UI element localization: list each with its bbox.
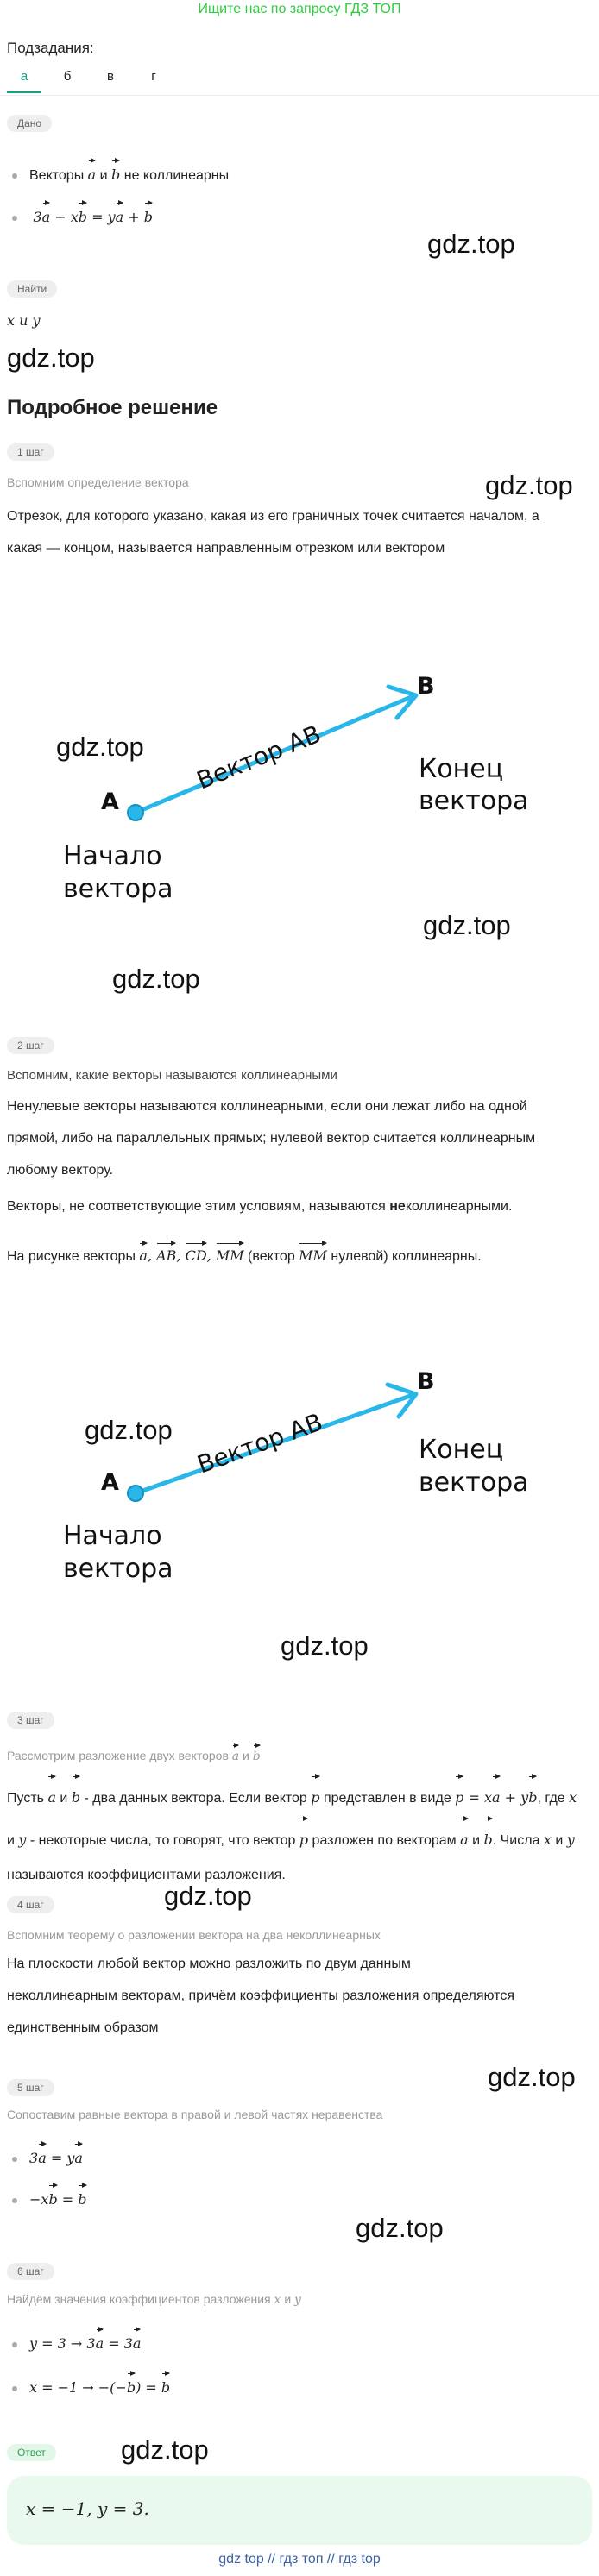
answer-box: [7, 2476, 592, 2545]
start-label-line-1: Начало: [63, 841, 162, 871]
point-b-label: B: [417, 673, 435, 700]
watermark: gdz.top: [164, 1881, 252, 1911]
step-4-label: 4 шаг: [7, 1896, 54, 1913]
subtasks-title: Подзадания:: [7, 40, 94, 56]
tab-g[interactable]: г: [151, 69, 156, 84]
step-6-item-2: x = −1 → −(−b) = b: [12, 2371, 170, 2399]
tabs-divider: [0, 95, 599, 96]
step-2-example: На рисунке векторы a, AB, CD, MM (вектор MM нулевой) коллинеарны.: [7, 1241, 482, 1265]
step-5-caption: Сопоставим равные вектора в правой и левой частях неравенства: [7, 2108, 383, 2121]
search-banner[interactable]: Ищите нас по запросу ГДЗ ТОП: [198, 2, 401, 16]
watermark: gdz.top: [85, 1415, 173, 1445]
find-label: Найти: [7, 280, 57, 298]
step-5-item-2: −xb = b: [12, 2183, 87, 2211]
watermark: gdz.top: [7, 342, 95, 373]
vector-start-point: [128, 1486, 143, 1501]
subtask-tabs: [7, 67, 180, 97]
watermark: gdz.top: [423, 910, 511, 940]
step-3-caption: Рассмотрим разложение двух векторов a и b: [7, 1743, 261, 1763]
step-5-item-1: 3a = ya: [12, 2141, 83, 2170]
tab-a[interactable]: а: [7, 67, 41, 93]
vector-name-label: Вектор AB: [192, 719, 325, 795]
watermark: gdz.top: [485, 470, 573, 500]
watermark: gdz.top: [427, 229, 515, 259]
step-5-label: 5 шаг: [7, 2079, 54, 2096]
tab-b[interactable]: б: [63, 69, 72, 84]
point-a-label: A: [101, 789, 119, 815]
step-1-text: Отрезок, для которого указано, какая из его граничных точек считается началом, а какая — концом, называется направленным отрезком или вектором: [7, 509, 539, 556]
vector-diagram: [0, 664, 599, 949]
solution-title: Подробное решение: [7, 396, 218, 419]
step-6-item-1: y = 3 → 3a = 3a: [12, 2327, 141, 2355]
start-label-line-1: Начало: [63, 1521, 162, 1551]
watermark: gdz.top: [56, 732, 144, 762]
vector-diagram: [0, 1363, 599, 1622]
watermark: gdz.top: [281, 1630, 369, 1661]
tab-v[interactable]: в: [107, 69, 114, 84]
answer-label: Ответ: [7, 2444, 56, 2461]
given-item-1: Векторы a и b не коллинеарны: [12, 158, 229, 186]
end-label-line-2: вектора: [419, 1467, 529, 1498]
point-a-label: A: [101, 1469, 119, 1496]
point-b-label: B: [417, 1368, 435, 1395]
watermark: gdz.top: [488, 2062, 576, 2092]
vector-name-label: Вектор AB: [193, 1407, 327, 1480]
start-label-line-2: вектора: [63, 874, 173, 904]
start-label-line-2: вектора: [63, 1554, 173, 1584]
find-text: x и y: [7, 312, 41, 329]
footer-links[interactable]: gdz top // гдз топ // гдз top: [218, 2552, 381, 2567]
end-label-line-2: вектора: [419, 786, 529, 816]
answer-label-wrap: [7, 2444, 56, 2461]
step-6-label: 6 шаг: [7, 2263, 54, 2280]
step-1-label: 1 шаг: [7, 443, 54, 461]
step-2-noncollinear: Векторы, не соответствующие этим условиям, называются неколлинеарными.: [7, 1199, 513, 1214]
step-4-text: На плоскости любой вектор можно разложить по двум данным неколлинеарным векторам, причём коэффициенты разложения определяются единственным образом: [7, 1957, 514, 2035]
step-2-label: 2 шаг: [7, 1037, 54, 1054]
watermark: gdz.top: [356, 2213, 444, 2243]
watermark: gdz.top: [121, 2435, 209, 2465]
end-label-line-1: Конец: [419, 754, 504, 784]
step-1-caption: Вспомним определение вектора: [7, 475, 189, 489]
step-6-caption: Найдём значения коэффициентов разложения x и y: [7, 2292, 301, 2307]
step-2-caption: Вспомним, какие векторы называются коллинеарными: [7, 1068, 337, 1083]
answer-text: x = −1, y = 3.: [26, 2498, 149, 2519]
given-item-2: 3a − xb = ya + b: [12, 200, 153, 229]
step-3-label: 3 шаг: [7, 1712, 54, 1729]
step-4-caption: Вспомним теорему о разложении вектора на два неколлинеарных: [7, 1928, 381, 1942]
given-label: Дано: [7, 115, 52, 132]
end-label-line-1: Конец: [419, 1435, 504, 1465]
watermark: gdz.top: [112, 964, 200, 994]
step-2-text: Ненулевые векторы называются коллинеарными, если они лежат либо на одной прямой, либо на параллельных прямых; нулевой вектор считается коллинеарным любому вектору.: [7, 1099, 536, 1178]
step-3-text: Пусть a и b - два данных вектора. Если вектор p представлен в виде p = xa + yb, где x и y - некоторые числа, то говорят, что вектор p разложен по векторам a и b. Числа x и y называются коэффициентами разложения.: [7, 1774, 585, 1893]
vector-start-point: [128, 805, 143, 820]
